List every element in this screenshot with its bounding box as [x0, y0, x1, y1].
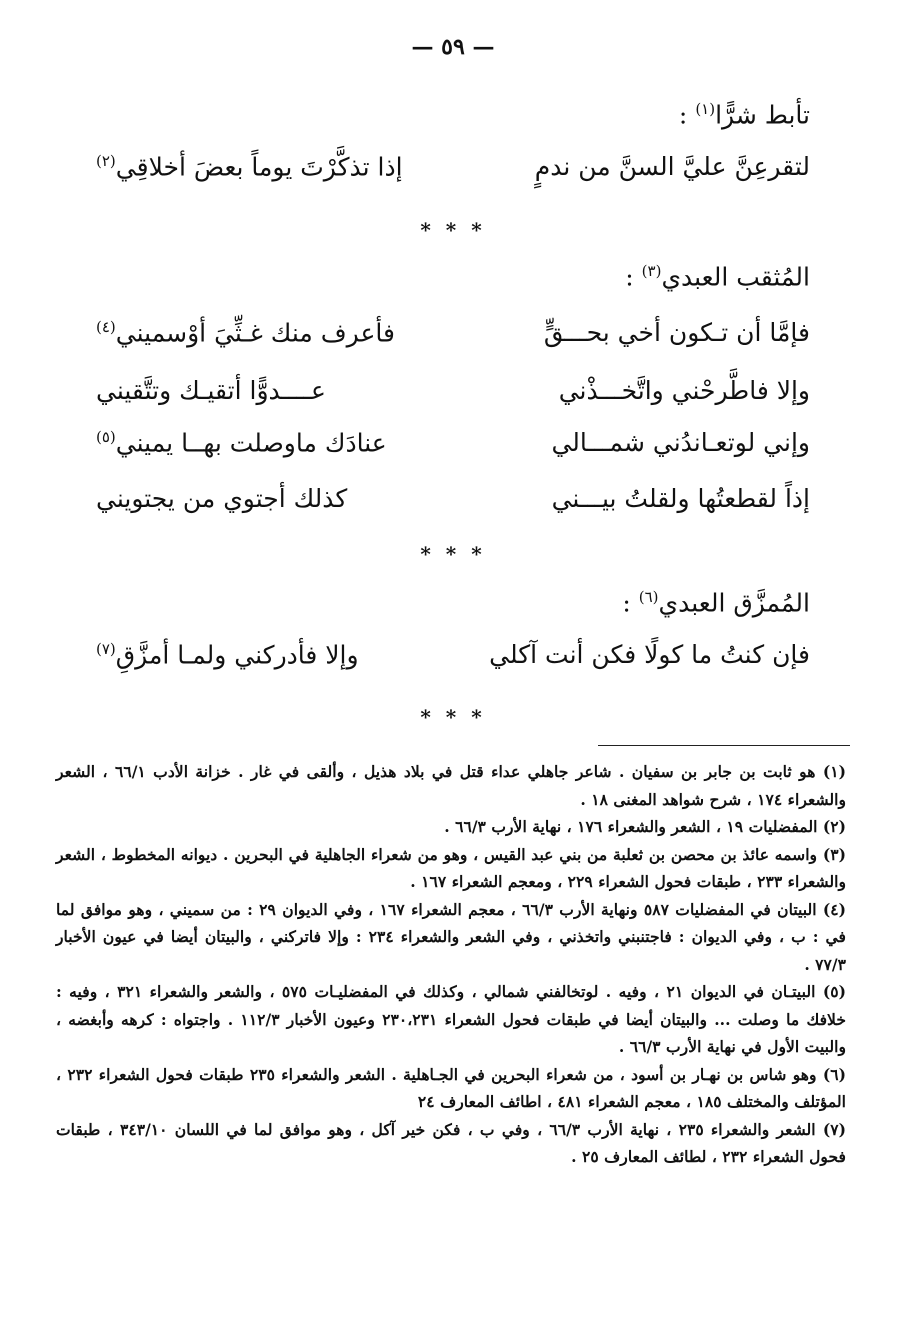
footnote-marker: (٧) [96, 640, 116, 658]
verse-first-hemistich: فإن كنتُ ما كولًا فكن أنت آكلي [489, 640, 810, 669]
poet-heading [622, 588, 810, 617]
footnote-marker: (٢) [96, 152, 116, 170]
footnote-marker: (٤) [96, 318, 116, 336]
verse-second-hemistich: فأعرف منك غـثِّيَ أوْسميني$^{(٤)}$ [96, 318, 395, 348]
verse-first-hemistich: لتقرعِنَّ عليَّ السنَّ من ندمٍ [534, 152, 810, 181]
colon: : [678, 100, 688, 130]
poet-heading [679, 100, 810, 129]
footnotes [56, 758, 846, 1171]
footnote: (٥) البيتـان في الديوان ٢١ ، وفيه . لوتخالفني شمالي ، وكذلك في المفضليـات ٥٧٥ ، والشعر والشعراء ٣٢١ ، وفيه : خلافك ما وصلت ... والبيتان أيضا في طبقات فحول الشعراء ٢٣٠،٢٣١ وعيون الأخبار ١١٢/٣ . واجتواه : كرهه وأبغضه ، والبيت الأول في نهاية الأرب ٦٦/٣ . [56, 982, 846, 1056]
footnote-divider [598, 745, 850, 746]
colon: : [625, 262, 634, 292]
footnote-marker: (٥) [96, 428, 116, 446]
section-separator: * * * [420, 542, 486, 566]
verse-second-hemistich: كذلك أجتوي من يجتويني [96, 484, 348, 513]
verse-first-hemistich: فإمَّا أن تـكون أخي بحـــقٍّ [543, 318, 810, 347]
verse-line [96, 152, 810, 198]
footnote-marker: (٣) [641, 262, 662, 280]
verse-first-hemistich: وإلا فاطَّرحْني واتَّخـــذْني [558, 376, 810, 405]
colon: : [622, 588, 631, 618]
verse-line [96, 318, 810, 364]
footnote: (٣) واسمه عائذ بن محصن بن ثعلبة من بني عبد القيس ، وهو من شعراء الجاهلية في البحرين . ديوانه المخطوط ، الشعر والشعراء ٢٣٣ ، طبقات فحول الشعراء ٢٢٩ ، ومعجم الشعراء ١٦٧ . [56, 844, 846, 891]
verse-line [96, 428, 810, 474]
footnote: (١) هو ثابت بن جابر بن سفيان . شاعر جاهلي عداء قتل في بلاد هذيل ، وألقى في غار . خزانة الأدب ٦٦/١ ، الشعر والشعراء ١٧٤ ، شرح شواهد المغنى ١٨ . [56, 762, 846, 809]
footnote-marker: (١) [695, 100, 716, 118]
poet-name: المُثقب العبدي [661, 262, 810, 292]
verse-second-hemistich: عنادَك ماوصلت بهــا يميني$^{(٥)}$ [96, 428, 387, 458]
verse-line [96, 484, 810, 530]
section-separator: * * * [420, 705, 486, 729]
verse-second-hemistich: عــــدوًّا أتقيـك وتتَّقيني [96, 376, 326, 405]
page-number: — ٥٩ — [411, 34, 495, 60]
footnote: (٢) المفضليات ١٩ ، الشعر والشعراء ١٧٦ ، نهاية الأرب ٦٦/٣ . [444, 817, 846, 836]
footnote: (٦) وهو شاس بن نهـار بن أسود ، من شعراء البحرين في الجـاهلية . الشعر والشعراء ٢٣٥ طبقات فحول الشعراء ٢٣٢ ، المؤتلف والمختلف ١٨٥ ، معجم الشعراء ٤٨١ ، اطائف المعارف ٢٤ [56, 1064, 846, 1111]
footnote: (٧) الشعر والشعراء ٢٣٥ ، نهاية الأرب ٦٦/٣ ، وفي ب ، فكن خير آكل ، وهو موافق لما في اللسان ٣٤٣/١٠ ، طبقات فحول الشعراء ٢٣٢ ، لطائف المعارف ٢٥ . [56, 1119, 847, 1166]
poet-heading [625, 262, 810, 291]
footnote-marker: (٦) [638, 588, 659, 606]
section-separator: * * * [420, 218, 486, 242]
verse-first-hemistich: وإني لوتعـاندُني شمـــالي [551, 428, 810, 457]
verse-line [96, 376, 810, 422]
verse-line [96, 640, 810, 686]
verse-first-hemistich: إذاً لقطعتُها ولقلتُ بيـــني [551, 484, 810, 513]
footnote: (٤) البيتان في المفضليات ٥٨٧ ونهاية الأرب ٦٦/٣ ، معجم الشعراء ١٦٧ ، وفي الديوان ٢٩ : من سميني ، وهو موافق لما في : ب ، وفي الديوان : فاجتنبني واتخذني ، وفي الشعر والشعراء ٢٣٤ : وإلا فاتركني ، والبيتان أيضا في عيون الأخبار ٧٧/٣ . [56, 899, 847, 974]
poet-name: المُمزَّق العبدي [658, 588, 810, 618]
poet-name: تأبط شرًّا [715, 100, 810, 130]
verse-second-hemistich: إذا تذكَّرْتَ يوماً بعضَ أخلاقِي$^{(٢)}$ [96, 152, 403, 182]
verse-second-hemistich: وإلا فأدركني ولمـا أمزَّقِ$^{(٧)}$ [96, 640, 359, 670]
